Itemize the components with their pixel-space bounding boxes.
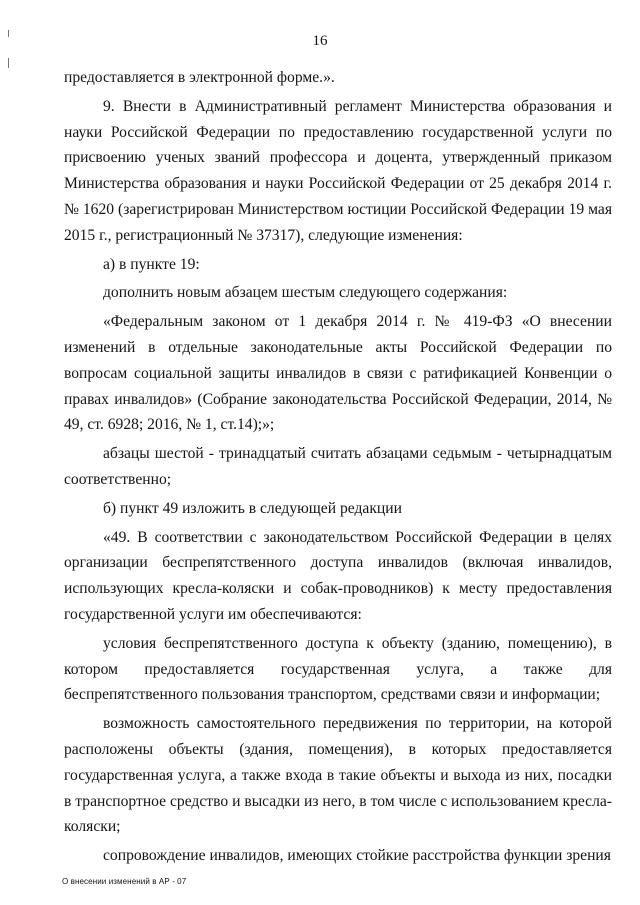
- page-number: 16: [312, 33, 328, 49]
- paragraph-continuation: предоставляется в электронной форме.».: [64, 69, 335, 86]
- scan-margin-mark: [8, 58, 9, 68]
- paragraph-federal-law-quote: «Федеральным законом от 1 декабря 2014 г. № 419-ФЗ «О внесении изменений в отдельные законодательные акты Российской Федерации по вопросам социальной защиты инвалидов в связи с ратификацией Конвенции о правах инвалидов» (Собрание законодательства Российской Федерации, 2014, № 49, ст. 6928; 2016, № 1, ст.14);»;: [64, 313, 612, 434]
- paragraph-escort: сопровождение инвалидов, имеющих стойкие расстройства функции зрения: [103, 847, 611, 865]
- paragraph-movement: возможность самостоятельного передвижения по территории, на которой расположены объекты (здания, помещения), в которых предоставляется государственная услуга, а также входа в такие объекты и выхода из них, посадки в транспортное средство и высадки из него, в том числе с использованием кресла-коляски;: [64, 715, 612, 836]
- paragraph-subitem-a: а) в пункте 19:: [103, 255, 200, 273]
- document-body: [64, 65, 612, 869]
- paragraph-add-sixth: дополнить новым абзацем шестым следующего содержания:: [103, 284, 508, 302]
- paragraph-renumber: абзацы шестой - тринадцатый считать абзацами седьмым - четырнадцатым соответственно;: [64, 445, 612, 488]
- paragraph-item-49: «49. В соответствии с законодательством Российской Федерации в целях организации беспрепятственного доступа инвалидов (включая инвалидов, использующих кресла-коляски и собак-проводников) к месту предоставления государственной услуги им обеспечиваются:: [64, 528, 612, 623]
- paragraph-item-9: 9. Внести в Административный регламент Министерства образования и науки Российской Федерации по предоставлению государственной услуги по присвоению ученых званий профессора и доцента, утвержденный приказом Министерства образования и науки Российской Федерации от 25 декабря 2014 г. № 1620 (зарегистрирован Министерством юстиции Российской Федерации 19 мая 2015 г., регистрационный № 37317), следующие изменения:: [64, 97, 612, 244]
- footer-doc-id: О внесении изменений в АР - 07: [62, 877, 187, 886]
- paragraph-subitem-b: б) пункт 49 изложить в следующей редакции: [103, 499, 402, 517]
- paragraph-access-conditions: условия беспрепятственного доступа к объекту (зданию, помещению), в котором предоставляется государственная услуга, а также для беспрепятственного пользования транспортом, средствами связи и информации;: [64, 634, 612, 704]
